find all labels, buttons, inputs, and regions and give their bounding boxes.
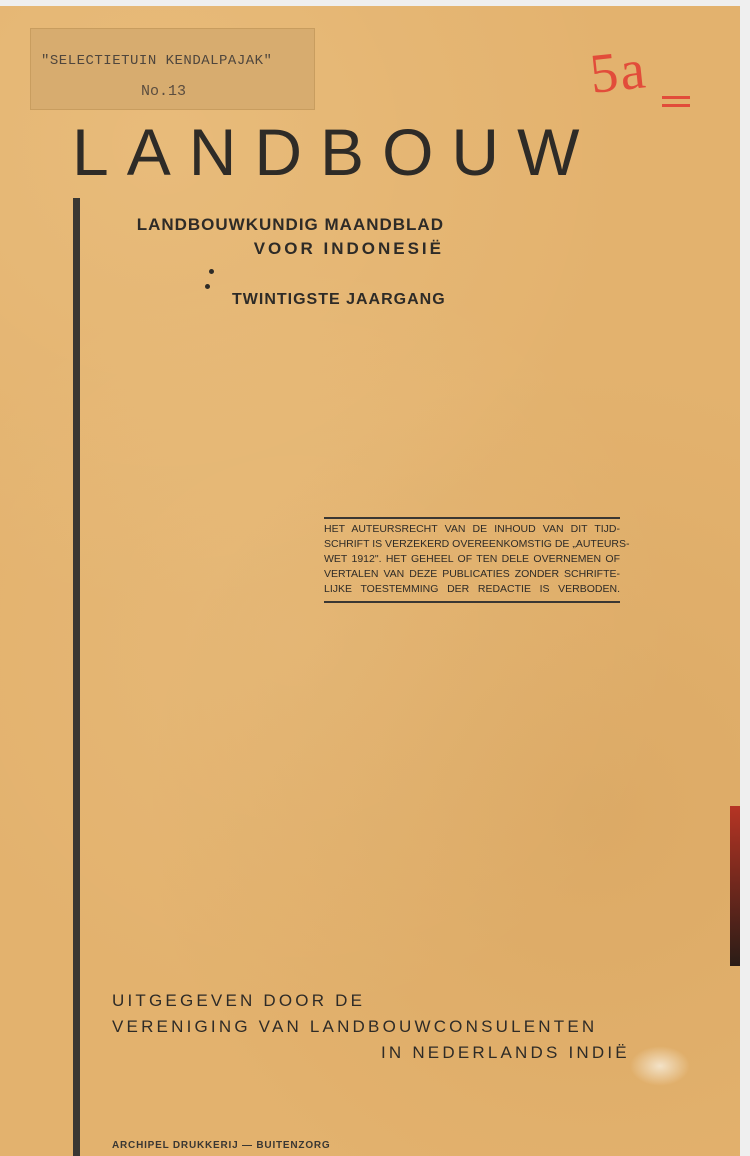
volume-heading: TWINTIGSTE JAARGANG [232, 291, 446, 308]
collection-name: "SELECTIETUIN KENDALPAJAK" [41, 53, 273, 69]
publisher-line-3: IN NEDERLANDS INDIË [381, 1043, 630, 1062]
subtitle-line-1: LANDBOUWKUNDIG MAANDBLAD [136, 215, 444, 234]
copyright-notice [324, 517, 630, 603]
notice-line: WET 1912". HET GEHEEL OF TEN DELE OVERNEMEN OF [324, 553, 620, 565]
publisher-line-2: VERENIGING VAN LANDBOUWCONSULENTEN [112, 1017, 598, 1036]
notice-line: VERTALEN VAN DEZE PUBLICATIES ZONDER SCHRIFTE- [324, 568, 620, 580]
subtitle-line-2: VOOR INDONESIË [253, 239, 444, 258]
page-edge [730, 806, 740, 966]
collection-number: No.13 [141, 83, 187, 100]
notice-line: SCHRIFT IS VERZEKERD OVEREENKOMSTIG DE „AUTEURS- [324, 538, 630, 550]
ornament-dot [209, 269, 214, 274]
vertical-rule [73, 198, 80, 1156]
cover-title: LANDBOUW [72, 115, 598, 189]
ornament-dot [205, 284, 210, 289]
handwritten-mark: 5a [586, 38, 650, 106]
paper-wear-spot [630, 1046, 690, 1086]
collection-label [30, 28, 315, 110]
notice-line: HET AUTEURSRECHT VAN DE INHOUD VAN DIT TIJD- [324, 523, 620, 535]
printer-imprint: ARCHIPEL DRUKKERIJ — BUITENZORG [112, 1140, 331, 1151]
handwritten-underline [662, 96, 690, 99]
magazine-cover [0, 6, 740, 1156]
notice-line: LIJKE TOESTEMMING DER REDACTIE IS VERBODEN. [324, 583, 620, 595]
cover-subtitle [137, 213, 444, 261]
publisher-line-1: UITGEGEVEN DOOR DE [112, 991, 366, 1010]
